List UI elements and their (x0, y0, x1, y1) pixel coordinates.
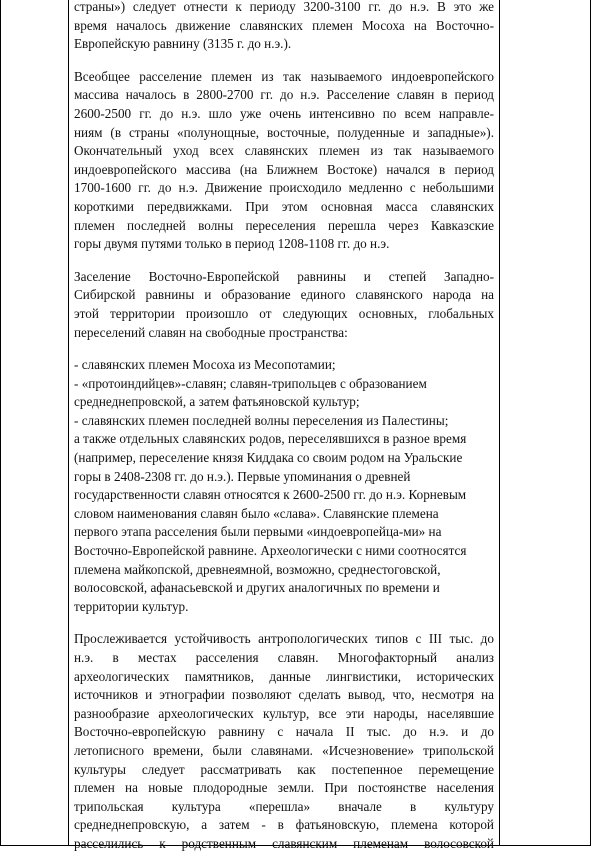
table-border-col2 (499, 0, 500, 846)
document-text-column (74, 0, 494, 868)
text-line: страны») следует отнести к периоду 3200-3100 гг. до н.э. В это же (74, 0, 494, 14)
text-line: племен на новые плодородные земли. При постоянстве населения (74, 780, 494, 796)
text-line: среднеднепровской, а затем фатьяновской культур; (74, 394, 360, 410)
text-line: летописного времени, были славянами. «Исчезновение» трипольской (74, 742, 494, 758)
text-line: Европейскую равнину (3135 г. до н.э.). (74, 36, 292, 52)
text-line: государственности славян относятся к 2600-2500 гг. до н.э. Корневым (74, 487, 467, 503)
text-line: этой территории произошло от следующих основных, глобальных (74, 305, 494, 321)
text-line: разнообразие археологических культур, все эти народы, населявшие (74, 705, 494, 721)
text-line: горы в 2408-2308 гг. до н.э.). Первые упоминания о древней (74, 468, 411, 484)
text-line: ниям (в страны «полунощные, восточные, полуденные и западные»). (74, 124, 494, 140)
text-line: массива началось в 2800-2700 гг. до н.э. Расселение славян в период (74, 87, 494, 103)
paragraph (74, 68, 494, 254)
text-line: источников и этнографии позволяют сделать вывод, что, несмотря на (74, 687, 494, 703)
text-line: индоевропейского массива (на Ближнем Востоке) начался в период (74, 161, 494, 177)
text-line: первого этапа расселения были первыми «индоевропейца-ми» на (74, 524, 442, 540)
text-line: Восточно-европейскую равнину с начала II тыс. до н.э. и до (74, 724, 494, 740)
paragraph (74, 268, 494, 342)
text-line: (например, переселение князя Киддака со своим родом на Уральские (74, 450, 463, 466)
text-line: 1700-1600 гг. до н.э. Движение происходило медленно с небольшими (74, 180, 494, 196)
text-line: Восточно-Европейской равнине. Археологически с ними соотносятся (74, 543, 467, 559)
text-line: Сибирской равнины и образование единого славянского народа на (74, 287, 494, 303)
text-line: 2600-2500 гг. до н.э. шло уже очень интенсивно по всем направле- (74, 105, 494, 121)
text-line: среднеднепровскую, а затем - в фатьяновскую, племена которой (74, 817, 494, 833)
text-line: а также отдельных славянских родов, переселявшихся в разное время (74, 431, 467, 447)
text-line: Прослеживается устойчивость антропологических типов с III тыс. до (74, 631, 494, 647)
text-line: культуры следует рассматривать как постепенное перемещение (74, 761, 494, 777)
text-line: переселений славян на свободные пространства: (74, 324, 348, 340)
text-line: археологических памятников, данные лингвистики, исторических (74, 668, 494, 684)
paragraph (74, 630, 494, 853)
table-border-col1 (68, 0, 69, 846)
text-line: короткими передвижками. При этом основная масса славянских (74, 198, 494, 214)
paragraph (74, 0, 494, 54)
text-line: н.э. в местах расселения славян. Многофакторный анализ (74, 650, 494, 665)
text-line: словом наименования славян было «слава». Славянские племена (74, 505, 439, 521)
text-line: горы двумя путями только в период 1208-1108 гг. до н.э. (74, 236, 390, 252)
text-line: волосовской, афанасьевской и других аналогичных по времени и (74, 580, 440, 596)
text-line: время началось движение славянских племен Мосоха на Восточно- (74, 17, 494, 33)
text-line: территории культур. (74, 598, 189, 614)
text-line: Окончательный уход всех славянских племен из так называемого (74, 143, 494, 159)
text-line: Всеобщее расселение племен из так называемого индоевропейского (74, 68, 494, 84)
text-line: Заселение Восточно-Европейской равнины и степей Западно- (74, 268, 494, 284)
list-item: - «протоиндийцев»-славян; славян-трипольцев с образованием (74, 375, 427, 391)
list-item: - славянских племен последней волны переселения из Палестины; (74, 412, 449, 428)
list-item: - славянских племен Мосоха из Месопотамии; (74, 357, 336, 373)
table-border-left (0, 0, 1, 846)
text-line: племена майкопской, древнеямной, возможно, среднестоговской, (74, 561, 441, 577)
text-line: трипольская культура «перешла» вначале в культуру (74, 798, 494, 814)
text-line: расселились к родственным славянским племенам волосовской (74, 835, 494, 851)
text-line: племен последней волны переселения перешла через Кавказские (74, 217, 494, 233)
list-paragraph (74, 356, 494, 616)
